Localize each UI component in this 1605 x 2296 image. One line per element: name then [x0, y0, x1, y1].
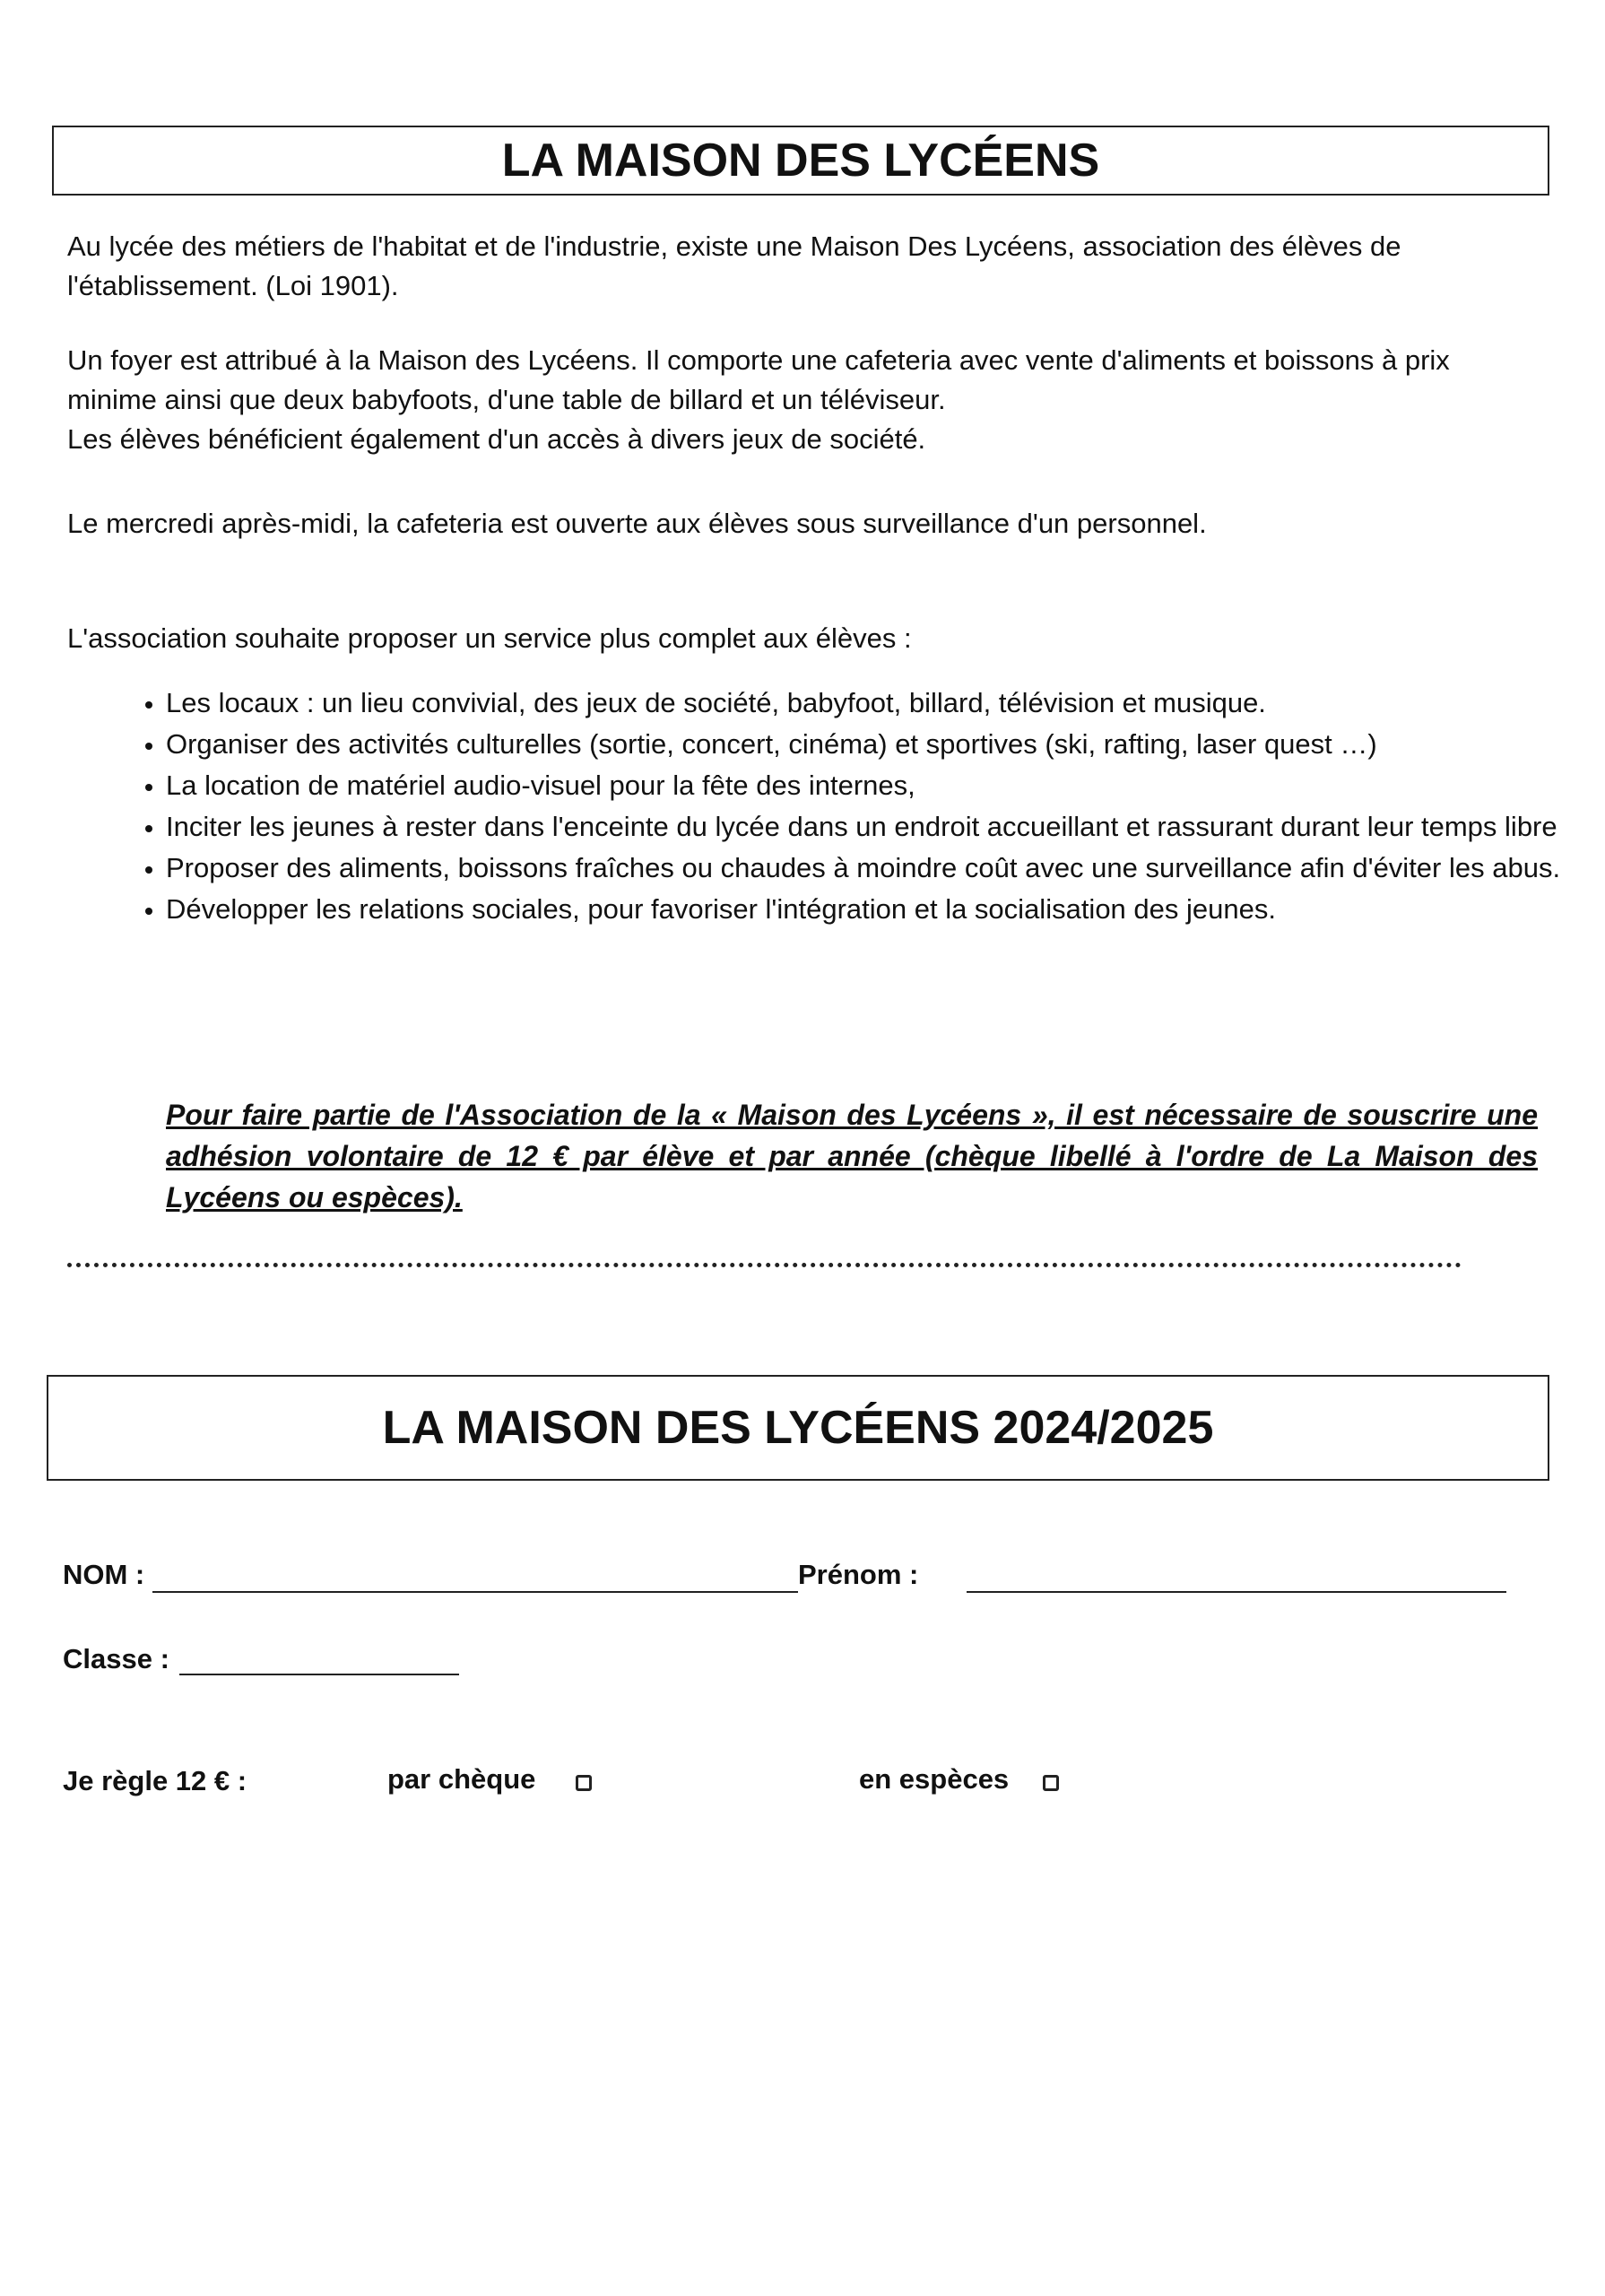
classe-label: Classe :: [63, 1643, 169, 1674]
list-item: • Développer les relations sociales, pour favoriser l'intégration et la socialisation des jeunes.: [166, 893, 1583, 926]
foyer-paragraph: Un foyer est attribué à la Maison des Lycéens. Il comporte une cafeteria avec vente d'aliments et boissons à prix minime ainsi que deux babyfoots, d'une table de billard et un téléviseur.: [67, 344, 1450, 415]
nom-label: NOM :: [63, 1559, 145, 1590]
list-item: • Les locaux : un lieu convivial, des jeux de société, babyfoot, billard, télévision et musique.: [166, 687, 1583, 719]
wednesday-paragraph: Le mercredi après-midi, la cafeteria est ouverte aux élèves sous surveillance d'un personnel.: [67, 508, 1207, 539]
cheque-checkbox[interactable]: [576, 1775, 592, 1791]
list-item: • La location de matériel audio-visuel pour la fête des internes,: [166, 770, 1583, 802]
especes-checkbox[interactable]: [1043, 1775, 1059, 1791]
form-title: LA MAISON DES LYCÉENS 2024/2025: [47, 1375, 1549, 1481]
list-item: • Proposer des aliments, boissons fraîches ou chaudes à moindre coût avec une surveillance afin d'éviter les abus.: [166, 852, 1583, 884]
prenom-label: Prénom :: [798, 1559, 919, 1590]
services-list: [126, 687, 1583, 935]
payment-label: Je règle 12 € :: [63, 1765, 247, 1796]
especes-option-label: en espèces: [859, 1763, 1010, 1795]
list-item: • Inciter les jeunes à rester dans l'enceinte du lycée dans un endroit accueillant et rassurant durant leur temps libre: [166, 811, 1583, 843]
nom-field[interactable]: [152, 1591, 798, 1593]
page-title: LA MAISON DES LYCÉENS: [52, 126, 1549, 196]
cheque-option-label: par chèque: [387, 1763, 536, 1795]
membership-notice: Pour faire partie de l'Association de la « Maison des Lycéens », il est nécessaire de souscrire une adhésion volontaire de 12 € par élève et par année (chèque libellé à l'ordre de La Maison des Lycéens ou espèces).: [166, 1099, 1538, 1213]
classe-field[interactable]: [179, 1674, 459, 1675]
list-item: • Organiser des activités culturelles (sortie, concert, cinéma) et sportives (ski, rafting, laser quest …): [166, 728, 1583, 761]
games-paragraph: Les élèves bénéficient également d'un accès à divers jeux de société.: [67, 423, 926, 455]
intro-paragraph: Au lycée des métiers de l'habitat et de l'industrie, existe une Maison Des Lycéens, association des élèves de l'établissement. (Loi 1901).: [67, 230, 1401, 301]
association-paragraph: L'association souhaite proposer un service plus complet aux élèves :: [67, 622, 912, 654]
cut-line-divider: [67, 1263, 1462, 1267]
prenom-field[interactable]: [967, 1591, 1506, 1593]
